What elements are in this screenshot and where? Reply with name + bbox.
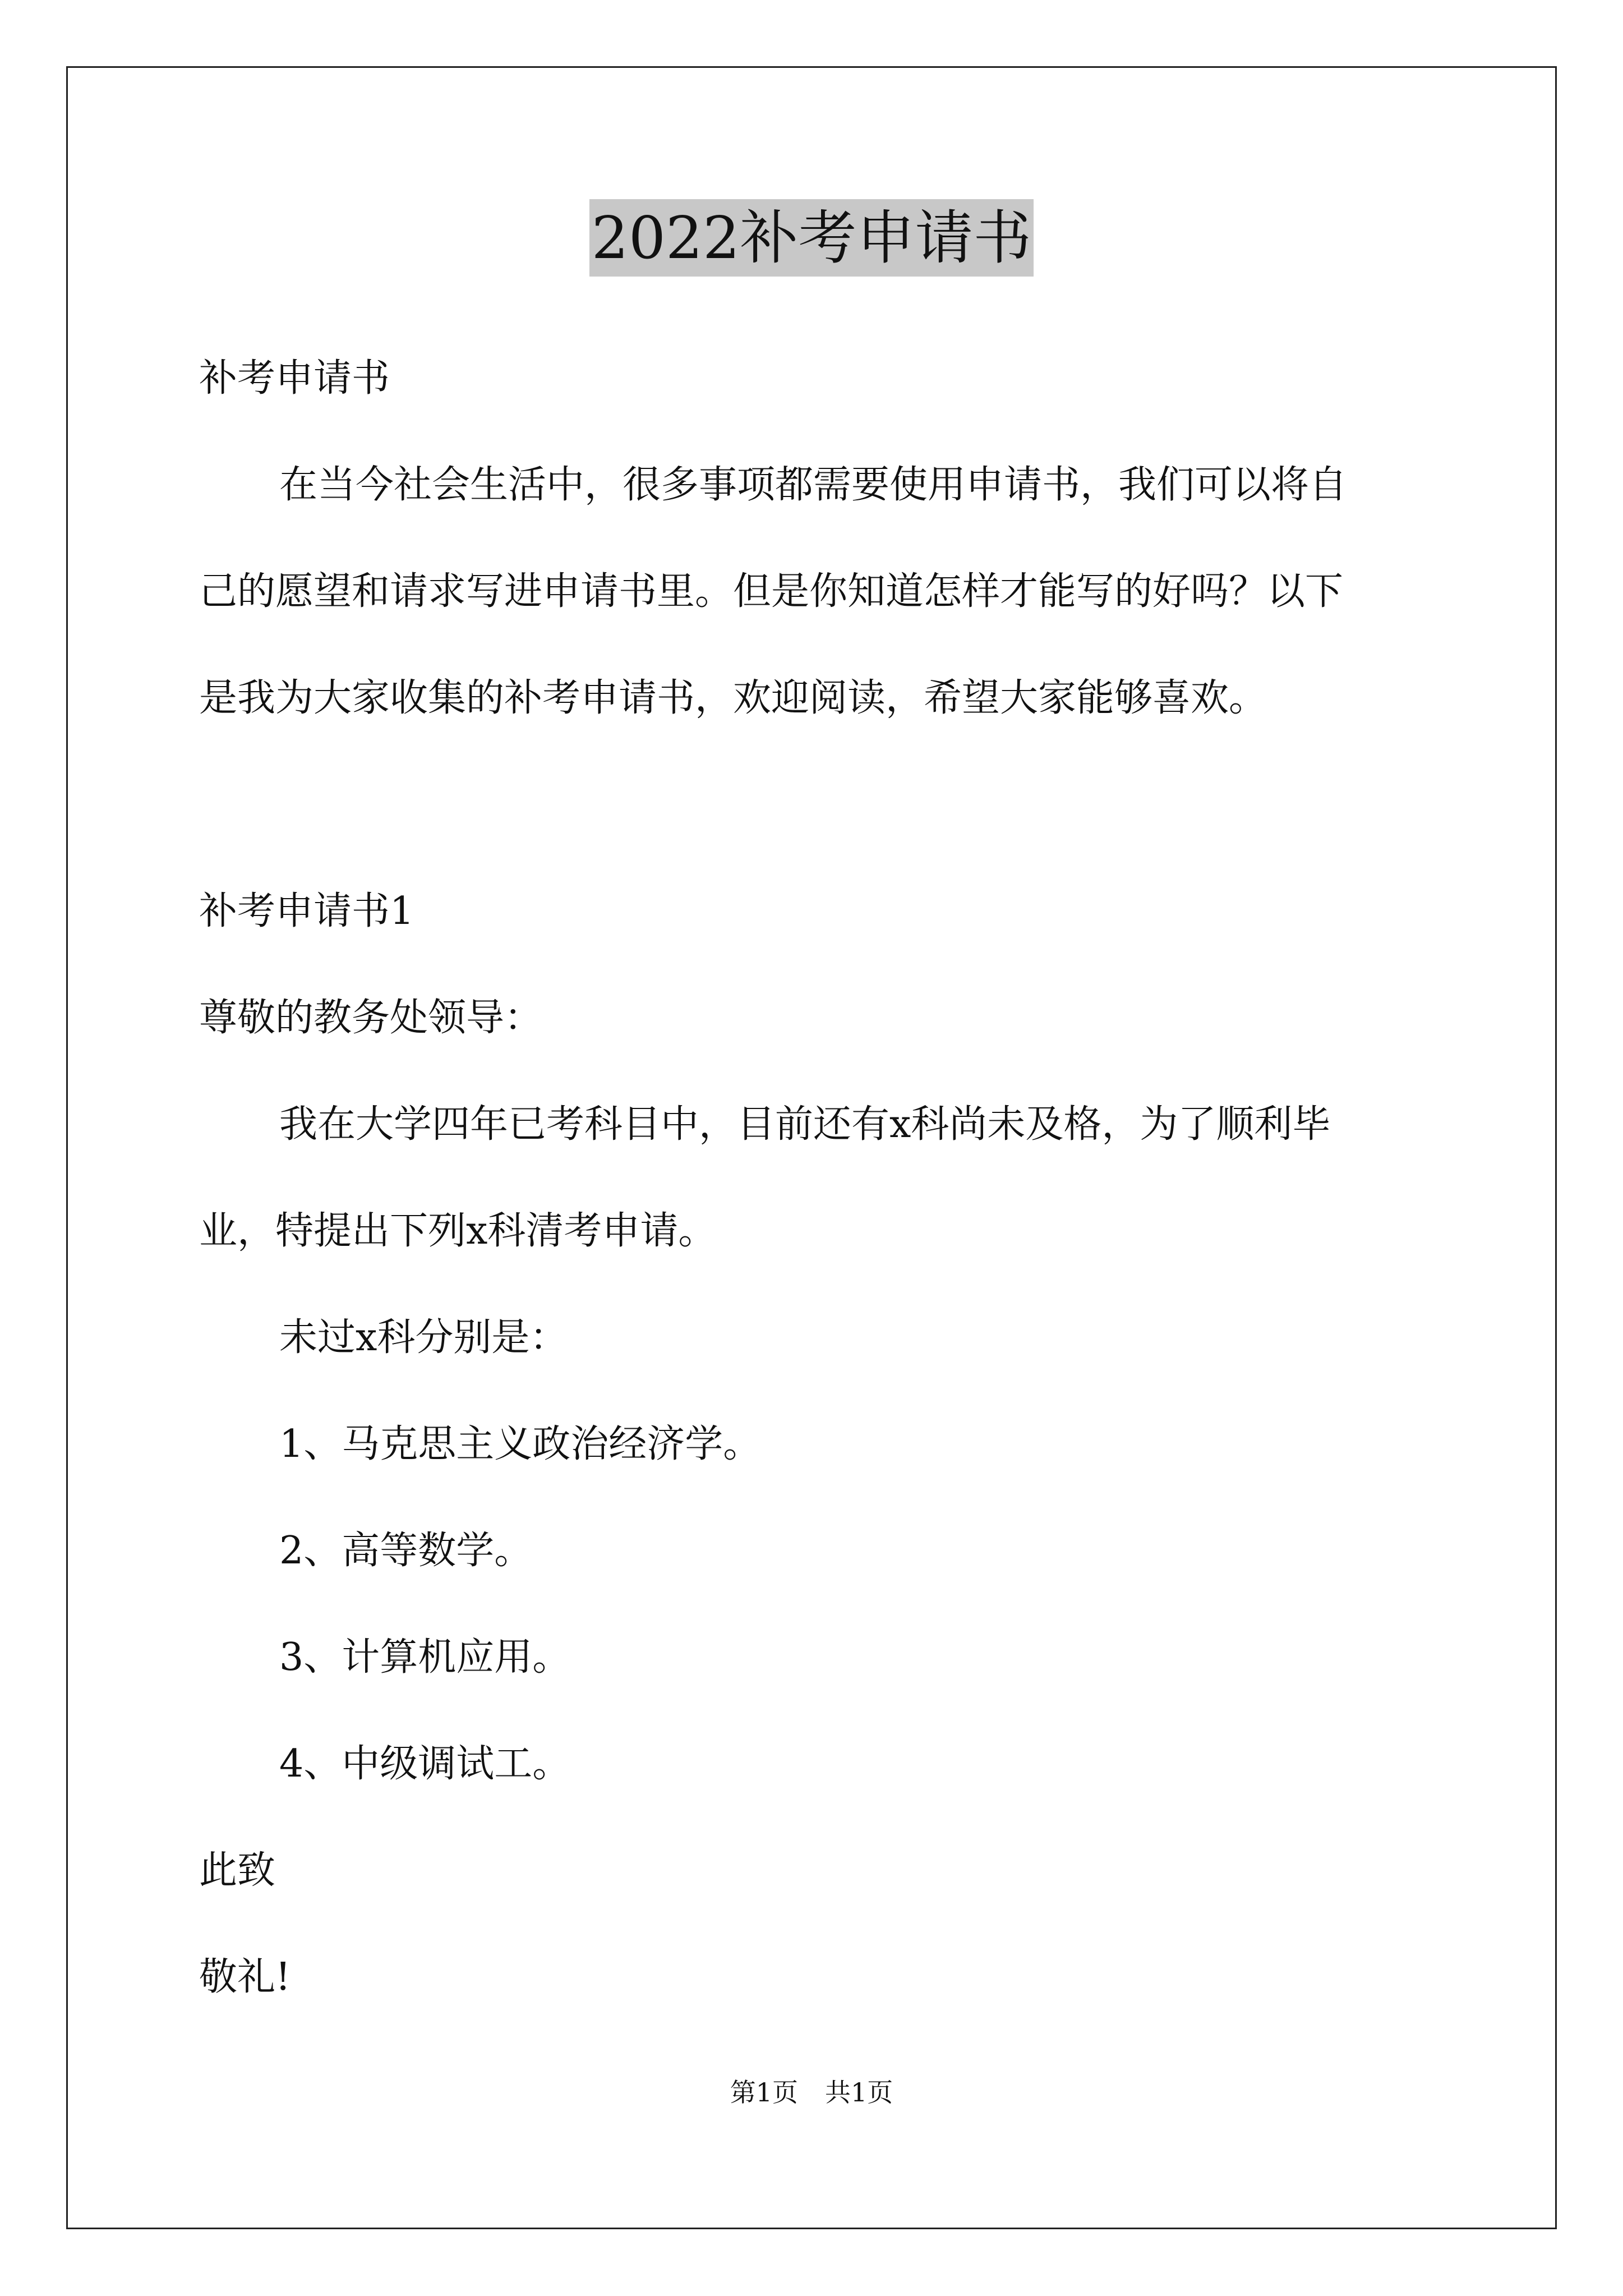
subject-item: 3、计算机应用。: [279, 1635, 571, 1680]
page-number-current: 第1页: [730, 2077, 798, 2108]
closing-1: 此致: [199, 1848, 276, 1893]
body-line-2: 业，特提出下列x科清考申请。: [199, 1209, 717, 1253]
section-title: 补考申请书1: [199, 889, 414, 933]
subject-item: 1、马克思主义政治经济学。: [279, 1422, 762, 1466]
salutation: 尊敬的教务处领导：: [199, 996, 543, 1040]
intro-line-3: 是我为大家收集的补考申请书，欢迎阅读，希望大家能够喜欢。: [199, 676, 1267, 720]
document-title: 2022补考申请书: [589, 199, 1034, 277]
intro-line-1: 在当今社会生活中，很多事项都需要使用申请书，我们可以将自: [279, 463, 1348, 507]
subject-item: 2、高等数学。: [279, 1529, 533, 1573]
title-area: [0, 199, 1623, 277]
page-footer: [0, 2076, 1623, 2109]
closing-2: 敬礼!: [199, 1955, 291, 1999]
subtitle: 补考申请书: [199, 356, 390, 401]
page-number-total: 共1页: [825, 2077, 893, 2108]
subject-item: 4、中级调试工。: [279, 1742, 571, 1786]
intro-line-2: 己的愿望和请求写进申请书里。但是你知道怎样才能写的好吗？以下: [199, 569, 1344, 614]
body-line-1: 我在大学四年已考科目中，目前还有x科尚未及格，为了顺利毕: [279, 1102, 1331, 1147]
list-intro: 未过x科分别是：: [279, 1315, 568, 1360]
